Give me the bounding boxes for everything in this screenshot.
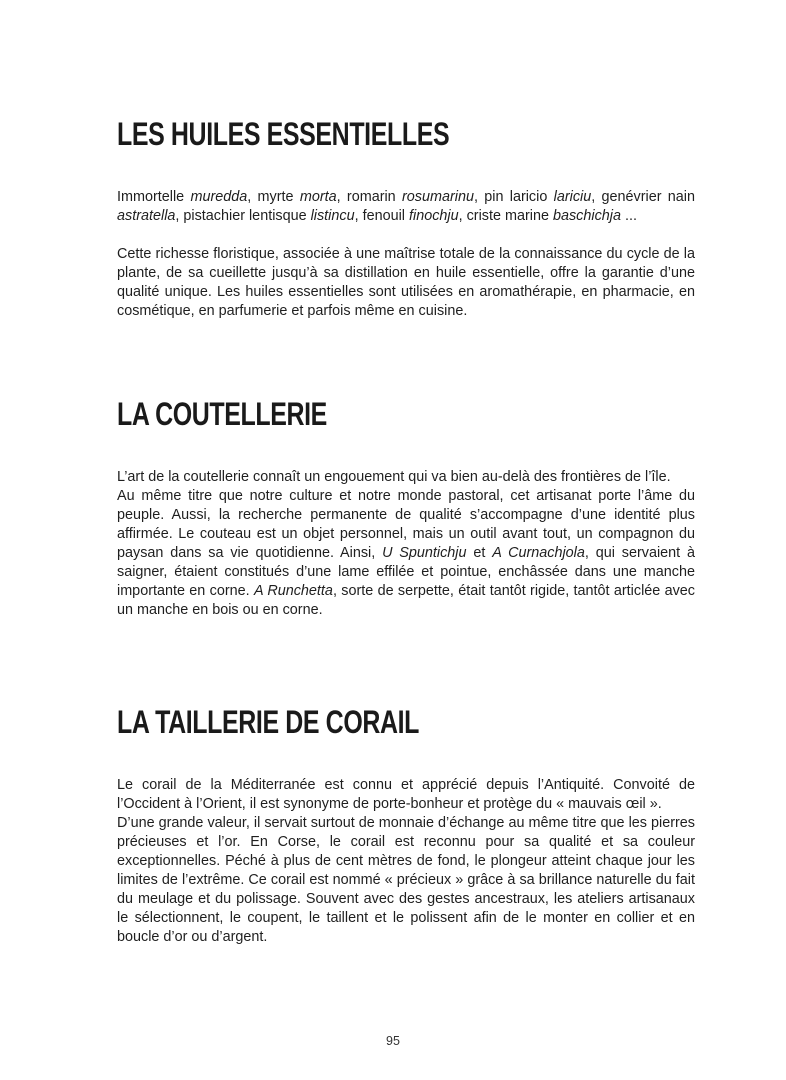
section-paragraph: Cette richesse floristique, associée à une maîtrise totale de la connaissance du cycle de la plante, de sa cueillette jusqu’à sa distillation en huile essentielle, offre la garantie d’une qualité unique. Les huiles essentielles sont utilisées en aromathérapie, en pharmacie, en cosmétique, en parfumerie et parfois même en cuisine. xyxy=(117,246,695,319)
section-paragraph: D’une grande valeur, il servait surtout de monnaie d’échange au même titre que les pierres précieuses et l’or. En Corse, le corail est reconnu pour sa qualité et sa couleur exceptionnelles. Péché à plus de cent mètres de fond, le plongeur atteint chaque jour les limites de l’extrême. Ce corail est nommé « précieux » grâce à sa brillance naturelle du fait du meulage et du polissage. Souvent avec des gestes ancestraux, les ateliers artisanaux le sélectionnent, le coupent, le taillent et le polissent afin de le monter en collier et en boucle d’or ou d’argent. xyxy=(117,815,695,945)
section-huiles-essentielles xyxy=(117,114,695,321)
section-taillerie-de-corail xyxy=(117,702,695,947)
section-coutellerie xyxy=(117,394,695,620)
section-paragraph: Au même titre que notre culture et notre monde pastoral, cet artisanat porte l’âme du peuple. Aussi, la recherche permanente de qualité s’accompagne d’une identité plus affirmée. Le couteau est un objet personnel, mais un outil avant tout, un compagnon du paysan dans sa vie quotidienne. Ainsi, U Spuntichju et A Curnachjola, qui servaient à saigner, étaient constitués d’une lame effilée et pointue, enchâssée dans une manche importante en corne. A Runchetta, sorte de serpette, était tantôt rigide, tantôt articlée avec un manche en bois ou en corne. xyxy=(117,488,696,618)
section-title: LES HUILES ESSENTIELLES xyxy=(117,116,450,152)
section-paragraph: Immortelle muredda, myrte morta, romarin rosumarinu, pin laricio lariciu, genévrier nain astratella, pistachier lentisque listincu, fenouil finochju, criste marine baschichja ... xyxy=(117,189,695,224)
section-title: LA TAILLERIE DE CORAIL xyxy=(117,704,420,740)
section-title: LA COUTELLERIE xyxy=(117,396,327,432)
section-paragraph: L’art de la coutellerie connaît un engouement qui va bien au-delà des frontières de l’île. xyxy=(117,469,671,485)
page-number: 95 xyxy=(386,1034,400,1048)
section-paragraph: Le corail de la Méditerranée est connu et apprécié depuis l’Antiquité. Convoité de l’Occident à l’Orient, il est synonyme de porte-bonheur et protège du « mauvais œil ». xyxy=(117,777,695,812)
